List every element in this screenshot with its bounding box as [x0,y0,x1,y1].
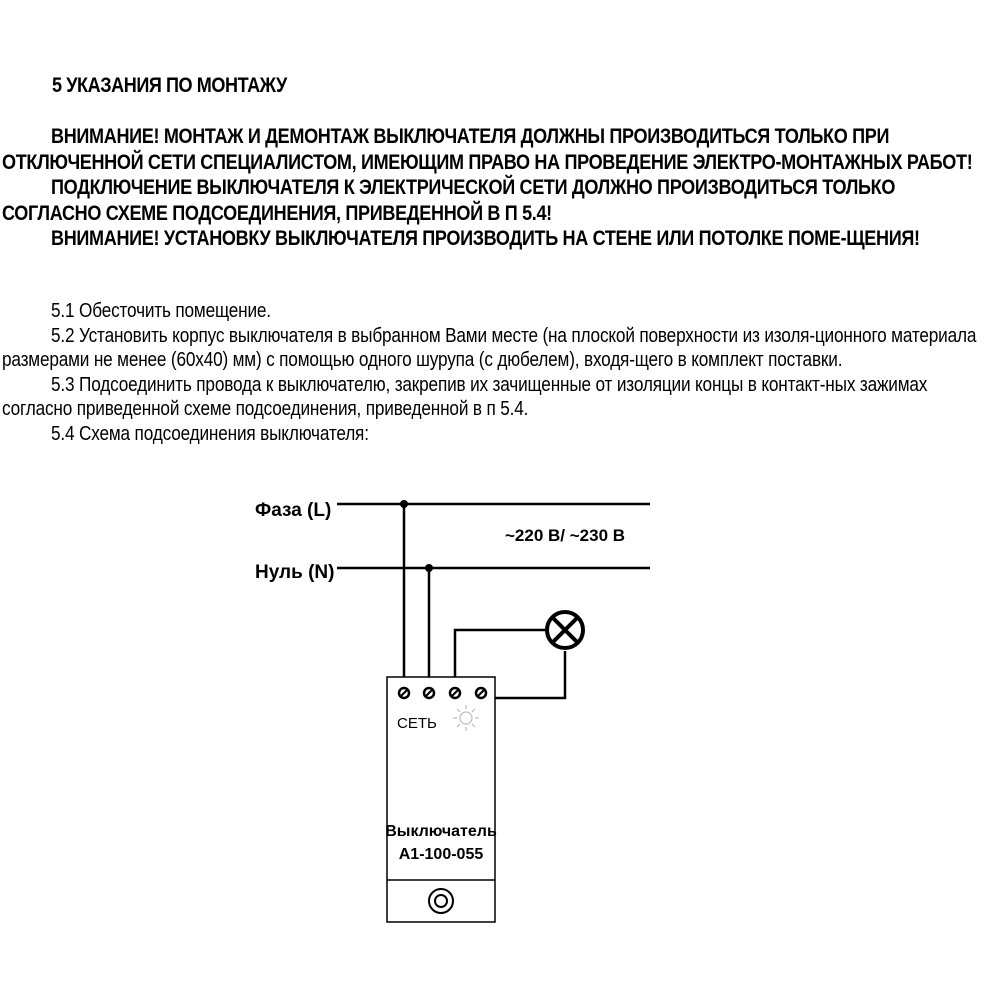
step-5-4: 5.4 Схема подсоединения выключателя: [51,422,369,445]
phase-label: Фаза (L) [255,500,332,521]
warning-3: ВНИМАНИЕ! УСТАНОВКУ ВЫКЛЮЧАТЕЛЯ ПРОИЗВОДИТЬ НА СТЕНЕ ИЛИ ПОТОЛКЕ ПОМЕ-ЩЕНИЯ! [51,227,920,250]
voltage-label: ~220 В/ ~230 В [505,526,626,545]
phase-junction-dot [400,500,408,508]
network-label: СЕТЬ [397,715,437,732]
screw-terminal-icon [399,688,409,698]
device-name: Выключатель [385,823,497,840]
warning-1: ВНИМАНИЕ! МОНТАЖ И ДЕМОНТАЖ ВЫКЛЮЧАТЕЛЯ ДОЛЖНЫ ПРОИЗВОДИТЬСЯ ТОЛЬКО ПРИ ОТКЛЮЧЕННОЙ СЕТИ СПЕЦИАЛИСТОМ, ИМЕЮЩИМ ПРАВО НА ПРОВЕДЕНИЕ ЭЛЕКТРО-МОНТАЖНЫХ РАБОТ! [2,125,973,174]
switch-housing [387,677,495,922]
screw-terminal-icon [424,688,434,698]
device-model: А1-100-055 [398,846,484,863]
neutral-junction-dot [425,564,433,572]
step-5-2: 5.2 Установить корпус выключателя в выбранном Вами месте (на плоской поверхности из изоля-ционного материала размерами не менее (60х40) мм) с помощью одного шурупа (с дюбелем), входя-щего в комплект поставки. [2,324,977,371]
step-5-3: 5.3 Подсоединить провода к выключателю, закрепив их зачищенные от изоляции концы в контакт-ных зажимах согласно приведенной схеме подсоединения, приведенной в п 5.4. [2,373,928,420]
warning-2: ПОДКЛЮЧЕНИЕ ВЫКЛЮЧАТЕЛЯ К ЭЛЕКТРИЧЕСКОЙ СЕТИ ДОЛЖНО ПРОИЗВОДИТЬСЯ ТОЛЬКО СОГЛАСНО СХЕМЕ ПОДСОЕДИНЕНИЯ, ПРИВЕДЕННОЙ В П 5.4! [2,176,896,225]
round-button-icon [429,889,453,913]
step-5-1: 5.1 Обесточить помещение. [51,300,271,322]
screw-terminal-icon [476,688,486,698]
section-heading: 5 УКАЗАНИЯ ПО МОНТАЖУ [52,74,287,97]
neutral-label: Нуль (N) [255,562,335,583]
screw-terminal-icon [450,688,460,698]
lamp-symbol-icon [547,612,583,648]
